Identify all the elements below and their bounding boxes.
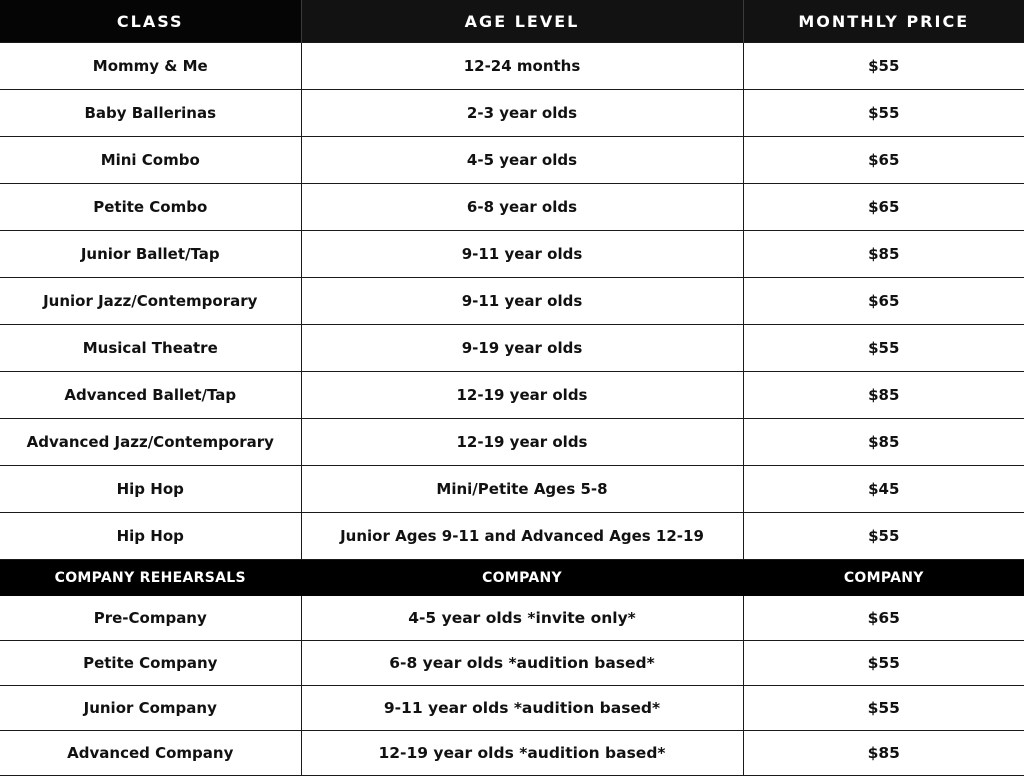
table-row xyxy=(0,513,1024,560)
table-row xyxy=(0,641,1024,686)
company-name: Petite Company xyxy=(0,641,301,686)
monthly-price: $55 xyxy=(743,513,1024,560)
table-row xyxy=(0,372,1024,419)
class-name: Musical Theatre xyxy=(0,325,301,372)
class-name: Advanced Jazz/Contemporary xyxy=(0,419,301,466)
monthly-price: $65 xyxy=(743,278,1024,325)
company-age-level: 6-8 year olds *audition based* xyxy=(301,641,743,686)
class-name: Baby Ballerinas xyxy=(0,90,301,137)
company-section-header xyxy=(0,560,1024,596)
company-age-level: 12-19 year olds *audition based* xyxy=(301,731,743,776)
class-name: Junior Jazz/Contemporary xyxy=(0,278,301,325)
table-row xyxy=(0,43,1024,90)
age-level: 4-5 year olds xyxy=(301,137,743,184)
table-body xyxy=(0,43,1024,776)
table-row xyxy=(0,137,1024,184)
monthly-price: $55 xyxy=(743,90,1024,137)
column-header-class: CLASS xyxy=(0,0,301,43)
monthly-price: $85 xyxy=(743,372,1024,419)
company-price: $85 xyxy=(743,731,1024,776)
age-level: 9-11 year olds xyxy=(301,278,743,325)
company-name: Advanced Company xyxy=(0,731,301,776)
age-level: 12-24 months xyxy=(301,43,743,90)
company-name: Pre-Company xyxy=(0,596,301,641)
age-level: Junior Ages 9-11 and Advanced Ages 12-19 xyxy=(301,513,743,560)
class-name: Mini Combo xyxy=(0,137,301,184)
class-name: Advanced Ballet/Tap xyxy=(0,372,301,419)
monthly-price: $65 xyxy=(743,184,1024,231)
age-level: 12-19 year olds xyxy=(301,372,743,419)
header-row xyxy=(0,0,1024,43)
age-level: 2-3 year olds xyxy=(301,90,743,137)
monthly-price: $85 xyxy=(743,419,1024,466)
column-header-age-level: AGE LEVEL xyxy=(301,0,743,43)
company-price: $55 xyxy=(743,686,1024,731)
age-level: Mini/Petite Ages 5-8 xyxy=(301,466,743,513)
monthly-price: $55 xyxy=(743,43,1024,90)
age-level: 6-8 year olds xyxy=(301,184,743,231)
monthly-price: $55 xyxy=(743,325,1024,372)
class-name: Petite Combo xyxy=(0,184,301,231)
company-header-age: COMPANY xyxy=(301,560,743,596)
class-name: Hip Hop xyxy=(0,466,301,513)
company-header-rehearsals: COMPANY REHEARSALS xyxy=(0,560,301,596)
table-header xyxy=(0,0,1024,43)
table-row xyxy=(0,184,1024,231)
table-row xyxy=(0,466,1024,513)
table-row xyxy=(0,596,1024,641)
company-age-level: 4-5 year olds *invite only* xyxy=(301,596,743,641)
company-price: $55 xyxy=(743,641,1024,686)
table-row xyxy=(0,325,1024,372)
age-level: 12-19 year olds xyxy=(301,419,743,466)
monthly-price: $65 xyxy=(743,137,1024,184)
company-age-level: 9-11 year olds *audition based* xyxy=(301,686,743,731)
column-header-monthly-price: MONTHLY PRICE xyxy=(743,0,1024,43)
class-name: Mommy & Me xyxy=(0,43,301,90)
monthly-price: $45 xyxy=(743,466,1024,513)
age-level: 9-11 year olds xyxy=(301,231,743,278)
table-row xyxy=(0,686,1024,731)
company-price: $65 xyxy=(743,596,1024,641)
table-row xyxy=(0,90,1024,137)
monthly-price: $85 xyxy=(743,231,1024,278)
age-level: 9-19 year olds xyxy=(301,325,743,372)
company-name: Junior Company xyxy=(0,686,301,731)
table-row xyxy=(0,731,1024,776)
class-name: Junior Ballet/Tap xyxy=(0,231,301,278)
table-row xyxy=(0,231,1024,278)
class-name: Hip Hop xyxy=(0,513,301,560)
company-header-price: COMPANY xyxy=(743,560,1024,596)
table-row xyxy=(0,419,1024,466)
table-row xyxy=(0,278,1024,325)
